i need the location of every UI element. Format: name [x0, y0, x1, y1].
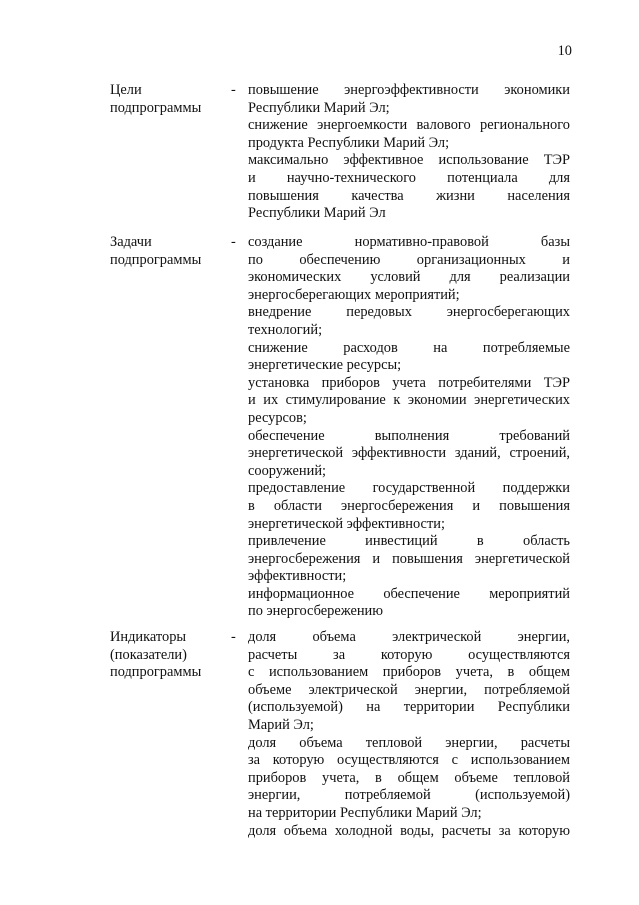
- text-line: энергии, потребляемой (используемой): [248, 787, 570, 804]
- label-line: подпрограммы: [110, 99, 202, 116]
- text-line: приборов учета, в общем объеме тепловой: [248, 769, 570, 786]
- text-line: (используемой) на территории Республики: [248, 699, 570, 716]
- text-line: и научно-технического потенциала для: [248, 169, 570, 186]
- text-line: в области энергосбережения и повышения: [248, 497, 570, 514]
- text-line: расчеты за которую осуществляются: [248, 646, 570, 663]
- text-line: экономических условий для реализации: [248, 269, 570, 286]
- section-content: [248, 82, 570, 223]
- text-line: Марий Эл;: [248, 716, 314, 733]
- label-line: подпрограммы: [110, 251, 202, 268]
- text-line: продукта Республики Марий Эл;: [248, 134, 450, 151]
- dash-separator: -: [231, 234, 236, 250]
- text-line: энергосбережения и повышения энергетической: [248, 550, 570, 567]
- text-line: и их стимулирование к экономии энергетических: [248, 392, 570, 409]
- label-line: подпрограммы: [110, 664, 202, 681]
- text-line: обеспечение выполнения требований: [248, 427, 570, 444]
- text-line: снижение расходов на потребляемые: [248, 339, 570, 356]
- text-line: доля объема тепловой энергии, расчеты: [248, 734, 570, 751]
- label-line: (показатели): [110, 646, 187, 663]
- section-label: [110, 629, 201, 682]
- text-line: технологий;: [248, 321, 323, 338]
- text-line: с использованием приборов учета, в общем: [248, 664, 570, 681]
- dash-separator: -: [231, 82, 236, 98]
- text-line: создание нормативно-правовой базы: [248, 234, 570, 250]
- label-line: Цели: [110, 82, 142, 98]
- text-line: по энергосбережению: [248, 603, 384, 620]
- text-line: объеме электрической энергии, потребляемой: [248, 681, 570, 698]
- section-label: [110, 82, 201, 117]
- label-line: Задачи: [110, 234, 152, 250]
- text-line: энергетической эффективности;: [248, 515, 445, 532]
- text-line: энергосберегающих мероприятий;: [248, 286, 460, 303]
- text-line: Республики Марий Эл: [248, 205, 386, 222]
- text-line: доля объема холодной воды, расчеты за которую: [248, 822, 570, 839]
- text-line: сооружений;: [248, 462, 327, 479]
- text-line: повышения качества жизни населения: [248, 187, 570, 204]
- text-line: за которую осуществляются с использованием: [248, 752, 570, 769]
- text-line: доля объема электрической энергии,: [248, 629, 570, 645]
- text-line: снижение энергоемкости валового регионального: [248, 117, 570, 134]
- text-line: на территории Республики Марий Эл;: [248, 804, 482, 821]
- text-line: энергетической эффективности зданий, строений,: [248, 445, 570, 462]
- text-line: максимально эффективное использование ТЭР: [248, 152, 570, 169]
- label-line: Индикаторы: [110, 629, 187, 645]
- section-label: [110, 234, 201, 269]
- text-line: внедрение передовых энергосберегающих: [248, 304, 570, 321]
- text-line: энергетические ресурсы;: [248, 357, 402, 374]
- text-line: установка приборов учета потребителями ТЭР: [248, 374, 570, 391]
- text-line: Республики Марий Эл;: [248, 99, 390, 116]
- dash-separator: -: [231, 629, 236, 645]
- text-line: по обеспечению организационных и: [248, 251, 570, 268]
- text-line: привлечение инвестиций в область: [248, 533, 570, 550]
- text-line: информационное обеспечение мероприятий: [248, 585, 570, 602]
- text-line: ресурсов;: [248, 409, 307, 426]
- text-line: предоставление государственной поддержки: [248, 480, 570, 497]
- section-content: [248, 234, 570, 621]
- section-content: [248, 629, 570, 840]
- page-number: 10: [557, 43, 572, 59]
- text-line: повышение энергоэффективности экономики: [248, 82, 570, 98]
- text-line: эффективности;: [248, 568, 347, 585]
